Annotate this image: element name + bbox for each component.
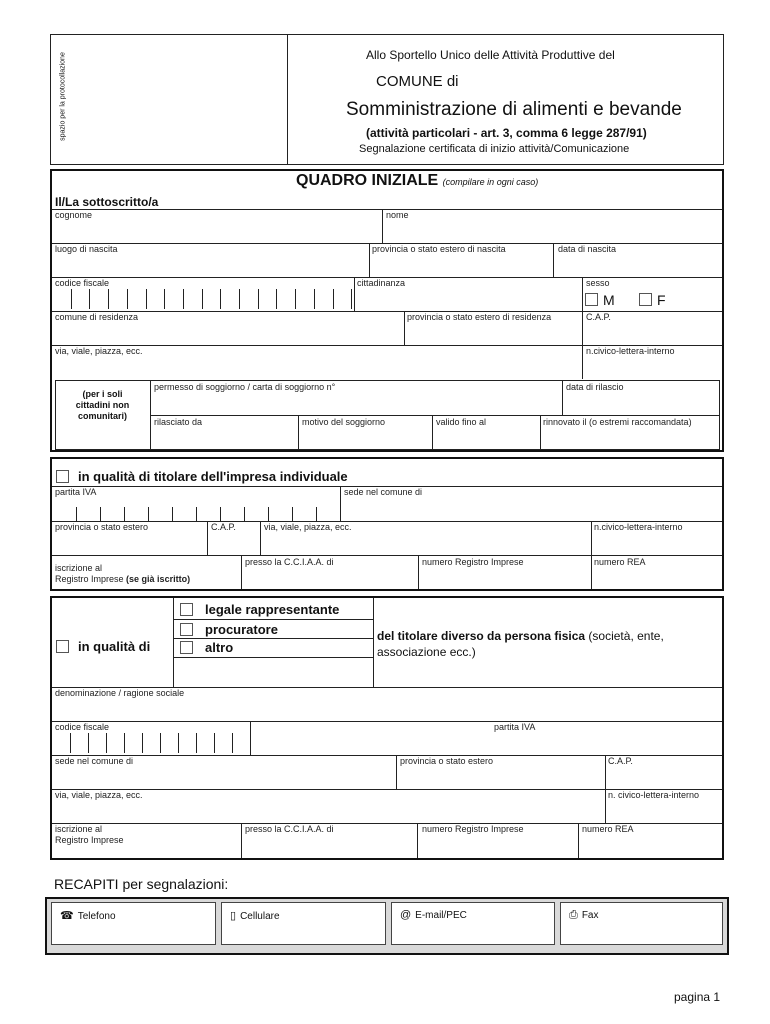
provincia-label: provincia o stato estero [400, 756, 494, 766]
valido-field[interactable] [433, 416, 539, 449]
comb-tick [268, 507, 269, 521]
data-rilascio-label: data di rilascio [566, 382, 624, 392]
comb-tick [232, 733, 233, 753]
via-label: via, viale, piazza, ecc. [55, 346, 143, 356]
comb-tick [124, 733, 125, 753]
data-nascita-label: data di nascita [558, 244, 617, 254]
comb-tick [108, 289, 109, 309]
header-comune: COMUNE di [376, 73, 459, 90]
comb-tick [178, 733, 179, 753]
procuratore-label: procuratore [205, 622, 278, 637]
via-field[interactable] [261, 521, 590, 555]
comb-tick [258, 289, 259, 309]
comb-tick [333, 289, 334, 309]
cap-residenza-label: C.A.P. [586, 312, 611, 322]
page-number: pagina 1 [674, 990, 721, 1004]
header-subtitle2: Segnalazione certificata di inizio attività/Comunicazione [359, 143, 630, 155]
comb-tick [316, 507, 317, 521]
comune-residenza-label: comune di residenza [55, 312, 139, 322]
legale-rappresentante-label: legale rappresentante [205, 602, 340, 617]
codice-fiscale-label: codice fiscale [55, 722, 110, 732]
impresa-individuale-checkbox[interactable] [56, 470, 69, 483]
comune-residenza-field[interactable] [53, 311, 403, 345]
comb-tick [196, 507, 197, 521]
sottoscritto-heading: Il/La sottoscritto/a [55, 195, 159, 209]
motivo-label: motivo del soggiorno [302, 417, 386, 427]
sede-comune-label: sede nel comune di [55, 756, 134, 766]
telefono-field[interactable]: ☎ Telefono [51, 902, 216, 945]
comb-tick [214, 733, 215, 753]
email-field[interactable]: @ E-mail/PEC [391, 902, 555, 945]
numero-ri-label: numero Registro Imprese [422, 824, 524, 834]
sesso-m-label: M [603, 292, 615, 308]
nome-label: nome [386, 210, 409, 220]
luogo-nascita-field[interactable] [53, 243, 369, 277]
iscrizione-label: iscrizione al Registro Imprese [55, 824, 124, 845]
sesso-f-label: F [657, 292, 666, 308]
rinnovato-label: rinnovato il (o estremi raccomandata) [543, 417, 692, 427]
comb-tick [71, 289, 72, 309]
quadro-title: QUADRO INIZIALE [296, 172, 439, 189]
provincia-label: provincia o stato estero [55, 522, 149, 532]
cognome-label: cognome [55, 210, 93, 220]
fax-field[interactable]: ⎙ Fax [560, 902, 723, 945]
provincia-residenza-label: provincia o stato estero di residenza [407, 312, 552, 322]
comb-tick [100, 507, 101, 521]
civico-field[interactable] [606, 789, 722, 823]
numero-rea-label: numero REA [594, 557, 646, 567]
protocol-label: spazio per la protocollazione [59, 52, 67, 141]
via-label: via, viale, piazza, ecc. [55, 790, 143, 800]
presso-field[interactable] [242, 823, 416, 858]
data-nascita-field[interactable] [554, 243, 722, 277]
cap-field[interactable] [606, 755, 722, 789]
sesso-label: sesso [586, 278, 610, 288]
del-titolare-text: del titolare diverso da persona fisica (società, ente, associazione ecc.) [377, 629, 664, 659]
comb-tick [172, 507, 173, 521]
mobile-phone-icon: ▯ [230, 910, 237, 922]
provincia-field[interactable] [53, 521, 206, 555]
provincia-residenza-field[interactable] [405, 311, 582, 345]
comb-tick [295, 289, 296, 309]
valido-label: valido fino al [436, 417, 487, 427]
comb-tick [202, 289, 203, 309]
rilasciato-da-field[interactable] [151, 416, 297, 449]
recapiti-box [45, 897, 729, 955]
comb-tick [76, 507, 77, 521]
permesso-label: permesso di soggiorno / carta di soggiorno n° [154, 382, 336, 392]
provincia-nascita-label: provincia o stato estero di nascita [372, 244, 506, 254]
civico-label: n.civico-lettera-interno [586, 346, 675, 356]
procuratore-checkbox[interactable] [180, 623, 193, 636]
comb-tick [148, 507, 149, 521]
comb-tick [124, 507, 125, 521]
comb-tick [183, 289, 184, 309]
cognome-field[interactable] [53, 209, 382, 243]
motivo-field[interactable] [299, 416, 431, 449]
comb-tick [106, 733, 107, 753]
comb-tick [239, 289, 240, 309]
partita-iva-field[interactable] [251, 721, 722, 755]
civico-label: n. civico-lettera-interno [608, 790, 700, 800]
presso-label: presso la C.C.I.A.A. di [245, 557, 334, 567]
comb-tick [351, 289, 352, 309]
numero-ri-field[interactable] [418, 823, 577, 858]
altro-checkbox[interactable] [180, 641, 193, 654]
recapiti-title: RECAPITI per segnalazioni: [54, 876, 229, 892]
sede-comune-label: sede nel comune di [344, 487, 423, 497]
comb-tick [127, 289, 128, 309]
quadro-note: (compilare in ogni caso) [442, 177, 539, 187]
comb-tick [314, 289, 315, 309]
cap-field[interactable] [208, 521, 259, 555]
cap-residenza-field[interactable] [583, 311, 722, 345]
sesso-m-checkbox[interactable] [585, 293, 598, 306]
section-sottoscritto [50, 169, 724, 452]
persona-giuridica-checkbox[interactable] [56, 640, 69, 653]
comb-tick [160, 733, 161, 753]
denominazione-field[interactable] [53, 687, 722, 721]
civico-field[interactable] [583, 345, 722, 379]
rilasciato-da-label: rilasciato da [154, 417, 203, 427]
non-comunitari-label: (per i soli cittadini non comunitari) [75, 389, 130, 421]
via-field[interactable] [53, 345, 581, 379]
sesso-f-checkbox[interactable] [639, 293, 652, 306]
civico-field[interactable] [592, 521, 722, 555]
cap-label: C.A.P. [211, 522, 236, 532]
civico-label: n.civico-lettera-interno [594, 522, 683, 532]
at-sign-icon: @ [400, 909, 412, 921]
legale-rappresentante-checkbox[interactable] [180, 603, 193, 616]
numero-rea-label: numero REA [582, 824, 634, 834]
header-subtitle: (attività particolari - art. 3, comma 6 legge 287/91) [366, 126, 647, 140]
comb-tick [89, 289, 90, 309]
header-line1: Allo Sportello Unico delle Attività Produttive del [366, 48, 615, 62]
cap-label: C.A.P. [608, 756, 633, 766]
comb-tick [196, 733, 197, 753]
nome-field[interactable] [383, 209, 722, 243]
comb-tick [88, 733, 89, 753]
permesso-field[interactable] [151, 381, 562, 415]
provincia-field[interactable] [397, 755, 604, 789]
telephone-icon: ☎ [60, 910, 74, 922]
cittadinanza-label: cittadinanza [357, 278, 406, 288]
data-rilascio-field[interactable] [563, 381, 719, 415]
comb-tick [146, 289, 147, 309]
header-box [287, 34, 724, 165]
numero-rea-field[interactable] [579, 823, 722, 858]
presso-label: presso la C.C.I.A.A. di [245, 824, 334, 834]
numero-ri-field[interactable] [419, 555, 590, 589]
numero-ri-label: numero Registro Imprese [422, 557, 524, 567]
section-persona-giuridica [50, 596, 724, 860]
comb-tick [292, 507, 293, 521]
partita-iva-label: partita IVA [55, 487, 97, 497]
via-label: via, viale, piazza, ecc. [264, 522, 352, 532]
cellulare-field[interactable]: ▯ Cellulare [221, 902, 386, 945]
via-field[interactable] [53, 789, 604, 823]
iscrizione-label: iscrizione al Registro Imprese (se già iscritto) [55, 563, 191, 584]
comb-tick [164, 289, 165, 309]
comb-tick [70, 733, 71, 753]
numero-rea-field[interactable] [592, 555, 722, 589]
comb-tick [220, 507, 221, 521]
codice-fiscale-label: codice fiscale [55, 278, 110, 288]
luogo-nascita-label: luogo di nascita [55, 244, 118, 254]
sede-comune-field[interactable] [53, 755, 395, 789]
denominazione-label: denominazione / ragione sociale [55, 688, 185, 698]
cittadinanza-field[interactable] [355, 277, 582, 311]
partita-iva-label: partita IVA [494, 722, 536, 732]
comb-tick [244, 507, 245, 521]
comb-tick [220, 289, 221, 309]
sede-comune-field[interactable] [341, 486, 722, 521]
provincia-nascita-field[interactable] [370, 243, 553, 277]
rinnovato-field[interactable] [541, 416, 719, 449]
non-comunitari-box [55, 380, 720, 450]
section-impresa-individuale [50, 457, 724, 591]
impresa-individuale-title: in qualità di titolare dell'impresa individuale [78, 469, 348, 484]
presso-field[interactable] [242, 555, 417, 589]
fax-icon: ⎙ [569, 909, 578, 921]
header-title: Somministrazione di alimenti e bevande [346, 99, 682, 120]
comb-tick [142, 733, 143, 753]
comb-tick [276, 289, 277, 309]
in-qualita-label: in qualità di [78, 639, 151, 654]
altro-label: altro [205, 640, 234, 655]
codice-fiscale-field[interactable] [53, 733, 249, 753]
protocol-box [50, 34, 288, 165]
